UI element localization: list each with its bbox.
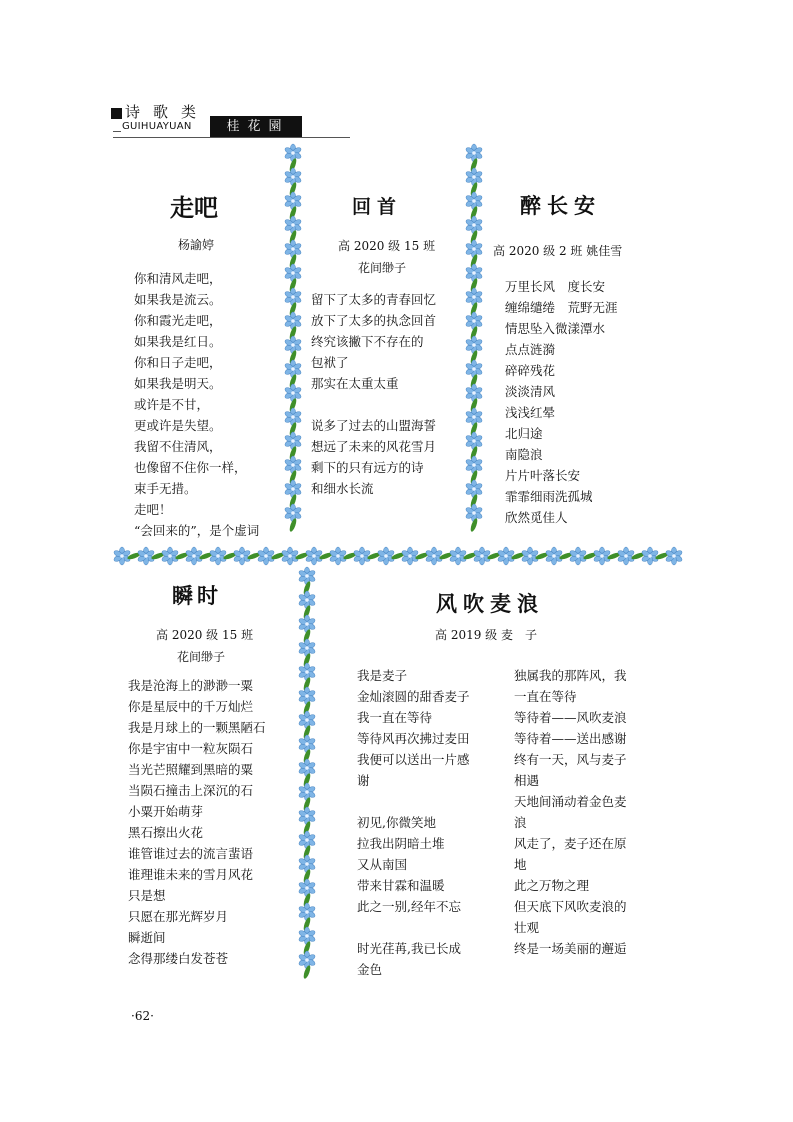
poem-line: 谢: [357, 773, 370, 788]
poem-title-zuichangan: 醉长安: [520, 194, 601, 218]
poem-line: [357, 791, 470, 812]
poem-line: 等待着——送出感谢: [514, 731, 627, 746]
flower-icon: [185, 547, 203, 565]
poem-title-zouba: 走吧: [170, 194, 218, 222]
poem-line: 终是一场美丽的邂逅: [514, 941, 627, 956]
poem-line: 谁理谁未来的雪月风花: [128, 867, 254, 882]
poem-line: 你和霞光走吧，: [134, 313, 222, 328]
flower-icon: [465, 192, 483, 210]
poem-line: 初见,你微笑地: [357, 815, 436, 830]
poem-line: 如果我是红日。: [134, 334, 222, 349]
header-square-mark: [111, 108, 122, 119]
flower-icon: [617, 547, 635, 565]
poem-line: 北归途: [505, 426, 543, 441]
flower-icon: [284, 144, 302, 162]
poem-body-fengchui-col2: [514, 665, 627, 959]
flower-icon: [284, 384, 302, 402]
flower-icon: [465, 168, 483, 186]
flower-icon: [425, 547, 443, 565]
header-category: 诗歌类: [125, 103, 210, 121]
flower-icon: [298, 831, 316, 849]
flower-icon: [284, 240, 302, 258]
poem-author-zouba: 杨諭婷: [178, 238, 215, 252]
poem-line: 瞬逝间: [128, 930, 166, 945]
poem-line: 小粟开始萌芽: [128, 804, 204, 819]
poem-line: 带来甘霖和温暖: [357, 878, 445, 893]
flower-icon: [298, 687, 316, 705]
flower-icon: [281, 547, 299, 565]
poem-line: 只愿在那光辉岁月: [128, 909, 229, 924]
flower-icon: [401, 547, 419, 565]
poem-line: 留下了太多的青春回忆: [311, 292, 437, 307]
poem-line: 我一直在等待: [357, 710, 433, 725]
poem-line: 片片叶落长安: [505, 468, 581, 483]
poem-line: 拉我出阴暗土堆: [357, 836, 445, 851]
flower-icon: [284, 192, 302, 210]
flower-icon: [257, 547, 275, 565]
poem-title-shunshi: 瞬时: [172, 584, 222, 608]
poem-line: 地: [514, 857, 527, 872]
poem-line: [357, 917, 470, 938]
flower-icon: [465, 456, 483, 474]
flower-icon: [329, 547, 347, 565]
poem-body-zouba: [134, 268, 259, 541]
poem-line: 念得那缕白发苍苍: [128, 951, 229, 966]
poem-line: 缠绵缱绻 荒野无涯: [505, 300, 618, 315]
flower-icon: [284, 168, 302, 186]
poem-line: 金色: [357, 962, 383, 977]
poem-line: 此之一别,经年不忘: [357, 899, 461, 914]
flower-icon: [465, 216, 483, 234]
poem-line: 束手无措。: [134, 481, 197, 496]
poem-line: 时光荏苒,我已长成: [357, 941, 461, 956]
flower-icon: [545, 547, 563, 565]
poem-line: 剩下的只有远方的诗: [311, 460, 424, 475]
flower-icon: [284, 480, 302, 498]
poem-line: 那实在太重太重: [311, 376, 399, 391]
flower-icon: [298, 615, 316, 633]
poem-line: 终究该撇下不存在的: [311, 334, 424, 349]
poem-line: 你和清风走吧，: [134, 271, 222, 286]
poem-line: 你是星辰中的千万灿烂: [128, 699, 254, 714]
flower-icon: [298, 711, 316, 729]
flower-icon: [465, 288, 483, 306]
poem-line: 霏霏细雨洗孤城: [505, 489, 593, 504]
poem-line: 相遇: [514, 773, 540, 788]
poem-line: 想远了未来的风花雪月: [311, 439, 437, 454]
poem-author-fengchui: 高 2019 级 麦 子: [435, 628, 537, 642]
poem-line: 我留不住清风，: [134, 439, 222, 454]
poem-line: 当光芒照耀到黑暗的粟: [128, 762, 254, 777]
flower-icon: [137, 547, 155, 565]
vine-vertical-bottom: [296, 566, 318, 986]
flower-icon: [298, 855, 316, 873]
flower-icon: [465, 480, 483, 498]
poem-line: 放下了太多的执念回首: [311, 313, 437, 328]
flower-icon: [298, 663, 316, 681]
poem-line: 包袱了: [311, 355, 349, 370]
poem-line: 如果我是流云。: [134, 292, 222, 307]
flower-icon: [298, 735, 316, 753]
poem-line: 说多了过去的山盟海誓: [311, 418, 437, 433]
poem-line: 我是麦子: [357, 668, 408, 683]
poem-line: 黑石擦出火花: [128, 825, 204, 840]
flower-icon: [465, 312, 483, 330]
vine-vertical-right: [463, 143, 485, 543]
poem-line: 我便可以送出一片感: [357, 752, 470, 767]
header-english: GUIHUAYUAN: [122, 121, 192, 132]
poem-line: 和细水长流: [311, 481, 374, 496]
flower-icon: [569, 547, 587, 565]
flower-icon: [377, 547, 395, 565]
poem-line: [311, 394, 436, 415]
flower-icon: [465, 360, 483, 378]
poem-line: 你和日子走吧，: [134, 355, 222, 370]
flower-icon: [284, 264, 302, 282]
poem-line: 谁管谁过去的流言蜚语: [128, 846, 254, 861]
poem-class-huishou: 高 2020 级 15 班: [338, 239, 436, 253]
poem-line: 欣然觅佳人: [505, 510, 568, 525]
flower-icon: [284, 432, 302, 450]
flower-icon: [284, 504, 302, 522]
poem-line: 更或许是失望。: [134, 418, 222, 433]
flower-icon: [465, 336, 483, 354]
poem-line: 等待着——风吹麦浪: [514, 710, 627, 725]
flower-icon: [465, 240, 483, 258]
flower-icon: [641, 547, 659, 565]
flower-icon: [284, 456, 302, 474]
poem-line: 浅浅红晕: [505, 405, 556, 420]
flower-icon: [209, 547, 227, 565]
flower-icon: [298, 807, 316, 825]
flower-icon: [298, 567, 316, 585]
poem-line: 风走了，麦子还在原: [514, 836, 627, 851]
poem-line: 当陨石撞击上深沉的石: [128, 783, 254, 798]
flower-icon: [298, 639, 316, 657]
poem-line: 一直在等待: [514, 689, 577, 704]
flower-icon: [284, 336, 302, 354]
poem-line: 走吧！: [134, 502, 172, 517]
poem-line: 壮观: [514, 920, 540, 935]
poem-line: 终有一天，风与麦子: [514, 752, 627, 767]
poem-line: 我是月球上的一颗黑陋石: [128, 720, 266, 735]
poem-line: 碎碎残花: [505, 363, 556, 378]
flower-icon: [298, 903, 316, 921]
poem-line: 南隐浪: [505, 447, 543, 462]
flower-icon: [284, 408, 302, 426]
poem-line: “会回来的”，是个虚词: [134, 523, 260, 538]
poem-line: 浪: [514, 815, 527, 830]
flower-icon: [497, 547, 515, 565]
flower-icon: [465, 264, 483, 282]
poem-class-shunshi: 高 2020 级 15 班: [156, 628, 254, 642]
flower-icon: [593, 547, 611, 565]
poem-body-zuichangan: [505, 276, 618, 528]
poem-body-shunshi: [128, 675, 266, 969]
flower-icon: [465, 408, 483, 426]
poem-line: 但天底下风吹麦浪的: [514, 899, 627, 914]
flower-icon: [284, 312, 302, 330]
poem-line: 也像留不住你一样，: [134, 460, 247, 475]
poem-line: 我是沧海上的渺渺一粟: [128, 678, 254, 693]
flower-icon: [284, 288, 302, 306]
poem-line: 独属我的那阵风，我: [514, 668, 627, 683]
vine-vertical-left: [282, 143, 304, 543]
header-rule: [113, 137, 350, 138]
poem-line: 又从南国: [357, 857, 408, 872]
poem-line: 你是宇宙中一粒灰陨石: [128, 741, 254, 756]
flower-icon: [298, 879, 316, 897]
flower-icon: [298, 591, 316, 609]
poem-author-shunshi: 花间缈子: [177, 650, 226, 664]
flower-icon: [465, 432, 483, 450]
flower-icon: [284, 360, 302, 378]
poem-line: 万里长风 度长安: [505, 279, 606, 294]
poem-line: 天地间涌动着金色麦: [514, 794, 627, 809]
poem-author-zuichangan: 高 2020 级 2 班 姚佳雪: [493, 244, 623, 258]
flower-icon: [298, 783, 316, 801]
flower-icon: [465, 384, 483, 402]
poem-line: 只是想: [128, 888, 166, 903]
poem-line: 此之万物之理: [514, 878, 590, 893]
poem-line: 淡淡清风: [505, 384, 556, 399]
flower-icon: [305, 547, 323, 565]
flower-icon: [465, 504, 483, 522]
page-number: ·62·: [131, 1009, 154, 1023]
flower-icon: [449, 547, 467, 565]
flower-icon: [353, 547, 371, 565]
poem-title-fengchui: 风吹麦浪: [436, 592, 544, 616]
poem-title-huishou: 回首: [352, 196, 403, 218]
poem-line: 或许是不甘，: [134, 397, 210, 412]
poem-body-huishou: [311, 289, 436, 499]
flower-icon: [284, 216, 302, 234]
flower-icon: [473, 547, 491, 565]
flower-icon: [298, 759, 316, 777]
flower-icon: [521, 547, 539, 565]
header-column-box: 桂花園: [210, 116, 302, 137]
poem-line: 如果我是明天。: [134, 376, 222, 391]
poem-line: 等待风再次拂过麦田: [357, 731, 470, 746]
poem-line: 点点涟漪: [505, 342, 556, 357]
header-tick: [113, 131, 121, 132]
flower-icon: [298, 927, 316, 945]
flower-icon: [465, 144, 483, 162]
poem-author-huishou: 花间缈子: [358, 261, 407, 275]
flower-icon: [161, 547, 179, 565]
flower-icon: [233, 547, 251, 565]
poem-line: 金灿滚圆的甜香麦子: [357, 689, 470, 704]
poem-line: 情思坠入微漾潭水: [505, 321, 606, 336]
poem-body-fengchui-col1: [357, 665, 470, 980]
flower-icon: [665, 547, 683, 565]
flower-icon: [113, 547, 131, 565]
vine-horizontal: [112, 545, 688, 567]
flower-icon: [298, 951, 316, 969]
